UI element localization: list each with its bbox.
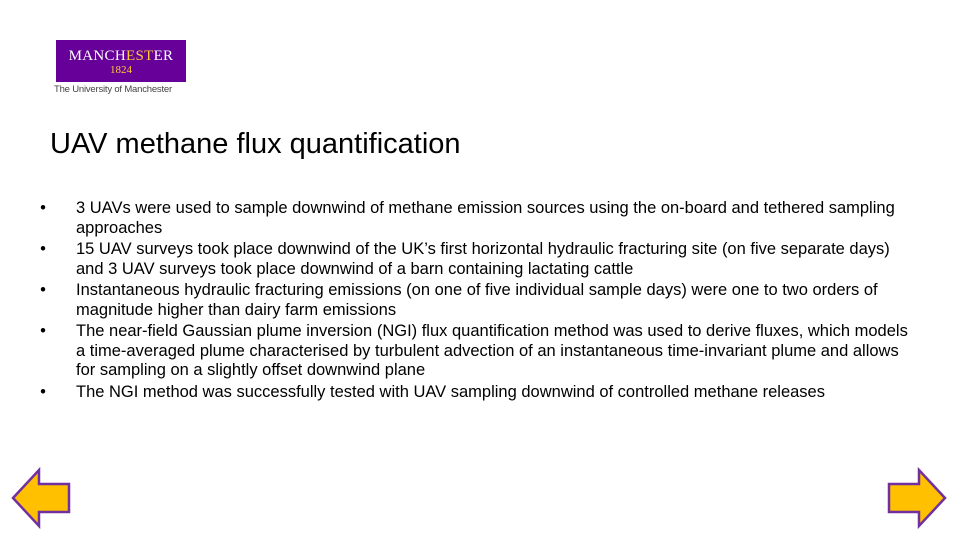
- bullet-marker: •: [40, 240, 46, 258]
- bullet-marker: •: [40, 281, 46, 299]
- bullet-list: [28, 199, 908, 404]
- bullet-text: Instantaneous hydraulic fracturing emissions (on one of five individual sample days) were one to two orders of magnitude higher than dairy farm emissions: [76, 281, 878, 319]
- next-slide-button[interactable]: [886, 466, 948, 530]
- bullet-item: [28, 281, 908, 320]
- bullet-text: The near-field Gaussian plume inversion (NGI) flux quantification method was used to derive fluxes, which models a time-averaged plume characterised by turbulent advection of an instantaneous time-invariant plume and allows for sampling on a slightly offset downwind plane: [76, 322, 908, 379]
- previous-slide-button[interactable]: [10, 466, 72, 530]
- bullet-marker: •: [40, 199, 46, 217]
- university-logo: [54, 40, 190, 96]
- logo-box: [56, 40, 186, 82]
- bullet-text: 3 UAVs were used to sample downwind of methane emission sources using the on-board and tethered sampling approaches: [76, 199, 895, 237]
- bullet-item: [28, 383, 908, 403]
- bullet-marker: •: [40, 382, 46, 401]
- bullet-text: The NGI method was successfully tested with UAV sampling downwind of controlled methane releases: [76, 382, 825, 401]
- left-arrow-icon: [10, 466, 72, 530]
- bullet-item: [28, 240, 908, 279]
- logo-subtitle: The University of Manchester: [54, 84, 172, 95]
- right-arrow-icon: [886, 466, 948, 530]
- slide-title: UAV methane flux quantification: [50, 128, 461, 160]
- logo-wordmark: MANCHESTER: [68, 48, 174, 64]
- bullet-text: 15 UAV surveys took place downwind of the UK’s first horizontal hydraulic fracturing site (on five separate days) and 3 UAV surveys took place downwind of a barn containing lactating cattle: [76, 240, 890, 278]
- bullet-item: [28, 322, 908, 381]
- logo-year: 1824: [110, 64, 132, 76]
- bullet-marker: •: [40, 322, 46, 340]
- bullet-item: [28, 199, 908, 238]
